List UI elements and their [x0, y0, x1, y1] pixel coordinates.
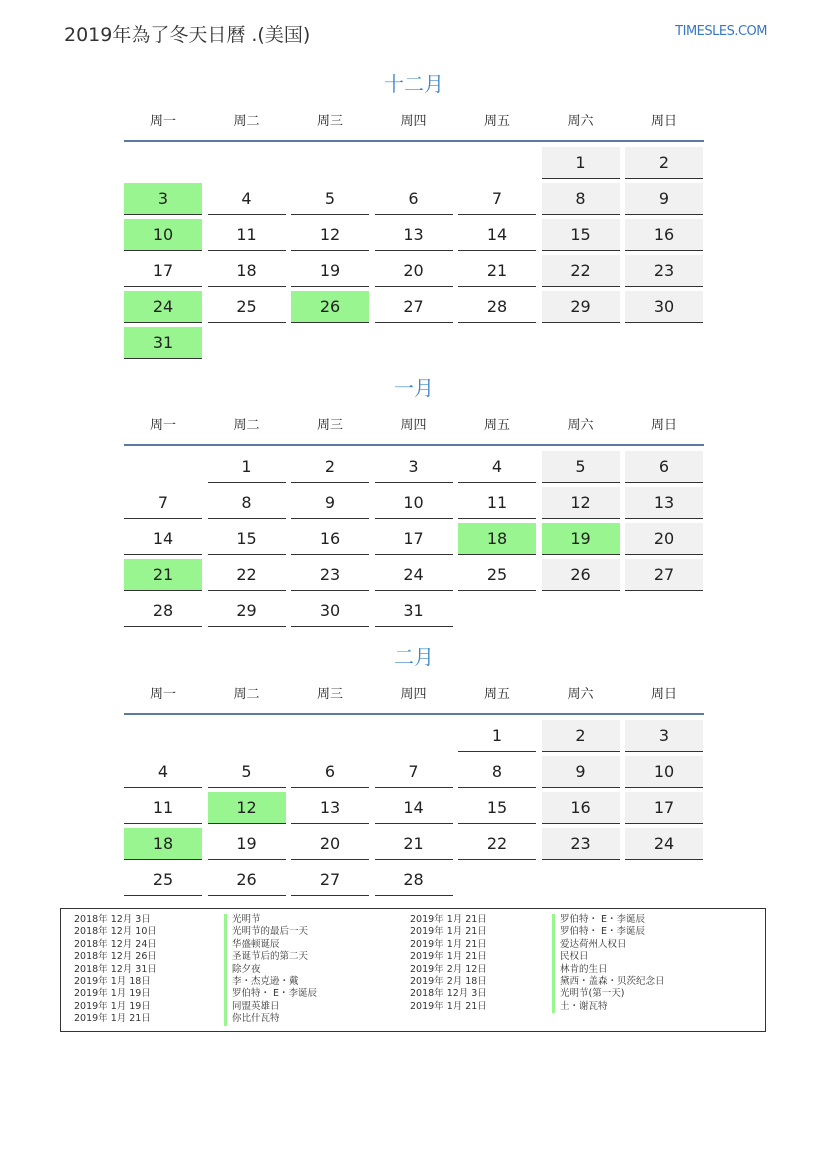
day-cell[interactable]: 21 — [375, 828, 453, 860]
day-cell[interactable]: 30 — [625, 291, 703, 323]
day-cell[interactable]: 15 — [208, 523, 286, 555]
legend-date: 2019年 1月 21日 — [410, 938, 487, 950]
legend-date: 2019年 1月 21日 — [410, 951, 487, 963]
page-title: 2019年為了冬天日曆 .(美国) — [64, 24, 311, 46]
day-cell[interactable]: 28 — [375, 864, 453, 896]
legend-holiday-name: 黛西・盖森・贝茨纪念日 — [552, 976, 665, 988]
weekday-label: 周三 — [316, 687, 343, 702]
day-cell[interactable]: 23 — [542, 828, 620, 860]
day-cell[interactable]: 11 — [208, 219, 286, 251]
day-cell[interactable]: 18 — [208, 255, 286, 287]
weekday-label: 周四 — [400, 687, 427, 702]
month-1 — [124, 70, 704, 352]
legend-date: 2019年 2月 12日 — [410, 963, 487, 975]
weekday-label: 周一 — [149, 418, 176, 433]
legend-holiday-name: 罗伯特・ E・李诞辰 — [552, 914, 665, 926]
day-cell[interactable]: 3 — [375, 451, 453, 483]
day-cell[interactable]: 23 — [291, 559, 369, 591]
weekday-header — [124, 408, 704, 446]
day-cell[interactable]: 23 — [625, 255, 703, 287]
day-cell[interactable]: 30 — [291, 595, 369, 627]
day-cell[interactable]: 25 — [208, 291, 286, 323]
legend-holiday-name: 同盟英雄日 — [224, 1001, 317, 1013]
legend-date: 2019年 1月 19日 — [74, 1000, 151, 1012]
day-cell[interactable]: 1 — [458, 720, 536, 752]
day-cell[interactable]: 2 — [542, 720, 620, 752]
day-cell[interactable]: 13 — [291, 792, 369, 824]
day-cell[interactable]: 6 — [375, 183, 453, 215]
day-cell[interactable]: 28 — [458, 291, 536, 323]
day-cell[interactable]: 13 — [625, 487, 703, 519]
weekday-label: 周日 — [650, 687, 677, 702]
legend-date: 2019年 1月 21日 — [410, 1000, 487, 1012]
legend-right-dates — [410, 914, 487, 1013]
legend-date: 2018年 12月 31日 — [74, 963, 157, 975]
day-cell[interactable]: 5 — [542, 451, 620, 483]
weekday-label: 周五 — [483, 687, 510, 702]
weekday-label: 周四 — [400, 418, 427, 433]
weekday-header — [124, 677, 704, 715]
day-cell[interactable]: 16 — [542, 792, 620, 824]
legend-holiday-name: 土・谢瓦特 — [552, 1001, 665, 1013]
legend-holiday-name: 你比什瓦特 — [224, 1013, 317, 1025]
day-cell[interactable]: 16 — [625, 219, 703, 251]
legend-date: 2018年 12月 3日 — [410, 988, 487, 1000]
day-cell[interactable]: 12 — [542, 487, 620, 519]
site-logo[interactable]: TIMESLES.COM — [675, 24, 767, 39]
holiday-day-cell[interactable]: 31 — [124, 327, 202, 359]
day-cell[interactable]: 15 — [542, 219, 620, 251]
day-cell[interactable]: 6 — [625, 451, 703, 483]
legend-holiday-name: 李・杰克逊・戴 — [224, 976, 317, 988]
legend-holiday-name: 爱达荷州人权日 — [552, 939, 665, 951]
legend-date: 2018年 12月 26日 — [74, 951, 157, 963]
day-cell[interactable]: 20 — [625, 523, 703, 555]
day-cell[interactable]: 20 — [375, 255, 453, 287]
holiday-day-cell[interactable]: 12 — [208, 792, 286, 824]
legend-right-names — [552, 914, 665, 1013]
holiday-day-cell[interactable]: 19 — [542, 523, 620, 555]
legend-date: 2019年 1月 18日 — [74, 975, 151, 987]
month-name: 一月 — [394, 376, 434, 400]
weekday-label: 周一 — [149, 114, 176, 129]
legend-holiday-name: 林肯的生日 — [552, 964, 665, 976]
day-cell[interactable]: 17 — [625, 792, 703, 824]
day-cell[interactable]: 31 — [375, 595, 453, 627]
day-cell[interactable]: 14 — [375, 792, 453, 824]
day-cell[interactable]: 9 — [542, 756, 620, 788]
legend-holiday-name: 光明节 — [224, 914, 317, 926]
day-cell[interactable]: 4 — [208, 183, 286, 215]
legend-left-names — [224, 914, 317, 1026]
legend-holiday-name: 罗伯特・ E・李诞辰 — [224, 988, 317, 1000]
day-cell[interactable]: 24 — [625, 828, 703, 860]
weekday-label: 周五 — [483, 418, 510, 433]
legend-date: 2019年 1月 21日 — [410, 926, 487, 938]
day-cell[interactable]: 8 — [458, 756, 536, 788]
day-cell[interactable]: 27 — [625, 559, 703, 591]
day-cell[interactable]: 8 — [542, 183, 620, 215]
day-cell[interactable]: 10 — [375, 487, 453, 519]
legend-holiday-name: 除夕夜 — [224, 964, 317, 976]
day-cell[interactable]: 14 — [458, 219, 536, 251]
day-cell[interactable]: 28 — [124, 595, 202, 627]
legend-date: 2019年 1月 21日 — [410, 914, 487, 925]
day-cell[interactable]: 19 — [291, 255, 369, 287]
day-cell[interactable]: 12 — [291, 219, 369, 251]
weekday-label: 周二 — [233, 687, 260, 702]
day-cell[interactable]: 7 — [124, 487, 202, 519]
day-cell[interactable]: 2 — [291, 451, 369, 483]
weekday-label: 周二 — [233, 418, 260, 433]
weekday-label: 周日 — [650, 418, 677, 433]
legend-holiday-name: 民权日 — [552, 951, 665, 963]
legend-holiday-name: 罗伯特・ E・李诞辰 — [552, 926, 665, 938]
day-cell[interactable]: 3 — [625, 720, 703, 752]
day-cell[interactable]: 26 — [542, 559, 620, 591]
day-cell[interactable]: 11 — [458, 487, 536, 519]
day-cell[interactable]: 16 — [291, 523, 369, 555]
holiday-day-cell[interactable]: 21 — [124, 559, 202, 591]
holiday-day-cell[interactable]: 10 — [124, 219, 202, 251]
day-cell[interactable]: 22 — [208, 559, 286, 591]
day-cell[interactable]: 7 — [458, 183, 536, 215]
day-cell[interactable]: 1 — [208, 451, 286, 483]
day-cell[interactable]: 29 — [208, 595, 286, 627]
weekday-label: 周六 — [567, 114, 594, 129]
day-cell[interactable]: 13 — [375, 219, 453, 251]
day-cell[interactable]: 15 — [458, 792, 536, 824]
day-cell[interactable]: 17 — [375, 523, 453, 555]
day-cell[interactable]: 1 — [542, 147, 620, 179]
day-cell[interactable]: 25 — [124, 864, 202, 896]
day-cell[interactable]: 27 — [375, 291, 453, 323]
day-cell[interactable]: 22 — [458, 828, 536, 860]
month-3 — [124, 643, 704, 889]
day-cell[interactable]: 24 — [375, 559, 453, 591]
day-cell[interactable]: 5 — [208, 756, 286, 788]
weekday-header — [124, 104, 704, 142]
day-cell[interactable]: 25 — [458, 559, 536, 591]
day-cell[interactable]: 8 — [208, 487, 286, 519]
day-cell[interactable]: 27 — [291, 864, 369, 896]
weekday-label: 周五 — [483, 114, 510, 129]
day-cell[interactable]: 9 — [291, 487, 369, 519]
month-2 — [124, 374, 704, 620]
weekday-label: 周一 — [149, 687, 176, 702]
holiday-day-cell[interactable]: 18 — [124, 828, 202, 860]
holiday-day-cell[interactable]: 3 — [124, 183, 202, 215]
month-name: 二月 — [394, 645, 434, 669]
day-cell[interactable]: 11 — [124, 792, 202, 824]
weekday-label: 周三 — [316, 418, 343, 433]
legend-left-dates — [74, 914, 157, 1026]
day-cell[interactable]: 26 — [208, 864, 286, 896]
day-cell[interactable]: 5 — [291, 183, 369, 215]
day-cell[interactable]: 19 — [208, 828, 286, 860]
legend-date: 2019年 2月 18日 — [410, 975, 487, 987]
weekday-label: 周六 — [567, 418, 594, 433]
day-cell[interactable]: 14 — [124, 523, 202, 555]
legend-holiday-name: 圣诞节后的第二天 — [224, 951, 317, 963]
day-cell[interactable]: 20 — [291, 828, 369, 860]
day-cell[interactable]: 29 — [542, 291, 620, 323]
day-cell[interactable]: 9 — [625, 183, 703, 215]
day-cell[interactable]: 4 — [124, 756, 202, 788]
day-cell[interactable]: 22 — [542, 255, 620, 287]
day-cell[interactable]: 21 — [458, 255, 536, 287]
holiday-day-cell[interactable]: 26 — [291, 291, 369, 323]
legend-date: 2019年 1月 21日 — [74, 1013, 151, 1025]
day-cell[interactable]: 6 — [291, 756, 369, 788]
legend-holiday-name: 华盛顿诞辰 — [224, 939, 317, 951]
day-cell[interactable]: 10 — [625, 756, 703, 788]
weekday-label: 周四 — [400, 114, 427, 129]
month-name: 十二月 — [384, 72, 444, 96]
day-cell[interactable]: 17 — [124, 255, 202, 287]
holiday-legend — [60, 908, 766, 1032]
legend-date: 2019年 1月 19日 — [74, 988, 151, 1000]
weekday-label: 周六 — [567, 687, 594, 702]
weekday-label: 周三 — [316, 114, 343, 129]
legend-holiday-name: 光明节(第一天) — [552, 988, 665, 1000]
legend-holiday-name: 光明节的最后一天 — [224, 926, 317, 938]
day-cell[interactable]: 2 — [625, 147, 703, 179]
holiday-day-cell[interactable]: 18 — [458, 523, 536, 555]
day-cell[interactable]: 4 — [458, 451, 536, 483]
legend-date: 2018年 12月 3日 — [74, 914, 151, 925]
day-cell[interactable]: 7 — [375, 756, 453, 788]
legend-date: 2018年 12月 24日 — [74, 938, 157, 950]
holiday-day-cell[interactable]: 24 — [124, 291, 202, 323]
legend-date: 2018年 12月 10日 — [74, 926, 157, 938]
weekday-label: 周日 — [650, 114, 677, 129]
weekday-label: 周二 — [233, 114, 260, 129]
